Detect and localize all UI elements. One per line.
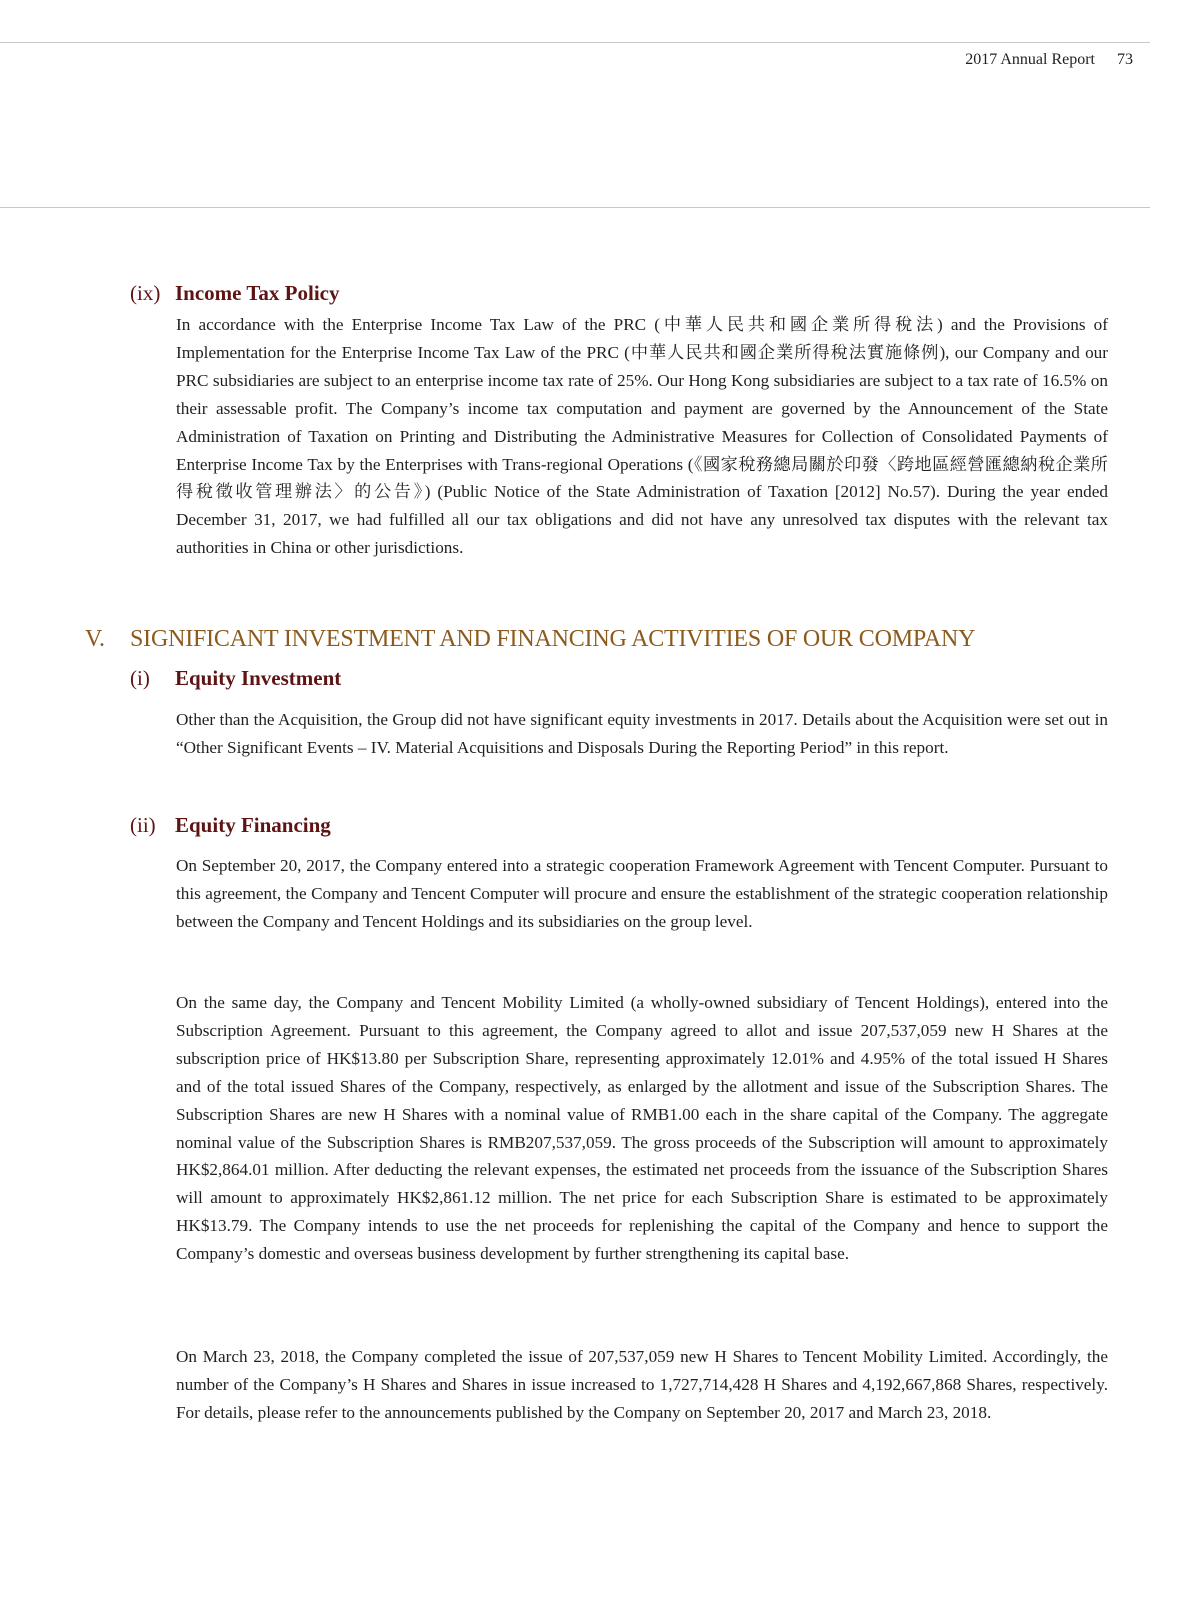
section-title: SIGNIFICANT INVESTMENT AND FINANCING ACTIVITIES OF OUR COMPANY [130, 626, 976, 652]
equity-financing-paragraph-1: On September 20, 2017, the Company entered into a strategic cooperation Framework Agreement with Tencent Computer. Pursuant to this agreement, the Company and Tencent Computer will procure and ensure the establishment of the strategic cooperation relationship between the Company and Tencent Holdings and its subsidiaries on the group level. [176, 856, 1108, 931]
report-title: 2017 Annual Report [965, 51, 1095, 68]
subheading-equity-financing [130, 813, 331, 838]
equity-financing-paragraph-2: On the same day, the Company and Tencent Mobility Limited (a wholly-owned subsidiary of Tencent Holdings), entered into the Subscription Agreement. Pursuant to this agreement, the Company agreed to allot and issue 207,537,059 new H Shares at the subscription price of HK$13.80 per Subscription Share, representing approximately 12.01% and 4.95% of the total issued H Shares and of the total issued Shares of the Company, respectively, as enlarged by the allotment and issue of the Subscription Shares. The Subscription Shares are new H Shares with a nominal value of RMB1.00 each in the share capital of the Company. The aggregate nominal value of the Subscription Shares is RMB207,537,059. The gross proceeds of the Subscription will amount to approximately HK$2,864.01 million. After deducting the relevant expenses, the estimated net proceeds from the issuance of the Subscription Shares will amount to approximately HK$2,861.12 million. The net price for each Subscription Share is estimated to be approximately HK$13.79. The Company intends to use the net proceeds for replenishing the capital of the Company and hence to support the Company’s domestic and overseas business development by further strengthening its capital base. [176, 993, 1108, 1264]
top-rule [0, 42, 1150, 43]
subheading-number: (ix) [130, 281, 161, 305]
header-bottom-rule [0, 207, 1150, 208]
section-number: V. [85, 626, 105, 652]
subheading-title: Equity Financing [175, 813, 331, 837]
subheading-title: Income Tax Policy [175, 281, 340, 305]
subheading-number: (i) [130, 666, 150, 690]
equity-investment-paragraph: Other than the Acquisition, the Group did not have significant equity investments in 2017. Details about the Acquisition were set out in “Other Significant Events – IV. Material Acquisitions and Disposals During the Reporting Period” in this report. [176, 710, 1108, 757]
income-tax-paragraph: In accordance with the Enterprise Income Tax Law of the PRC (中華人民共和國企業所得稅法) and the Provisions of Implementation for the Enterprise Income Tax Law of the PRC (中華人民共和國企業所得稅法實施條例), our Company and our PRC subsidiaries are subject to an enterprise income tax rate of 25%. Our Hong Kong subsidiaries are subject to a tax rate of 16.5% on their assessable profit. The Company’s income tax computation and payment are governed by the Announcement of the State Administration of Taxation on Printing and Distributing the Administrative Measures for Collection of Consolidated Payments of Enterprise Income Tax by the Enterprises with Trans-regional Operations (《國家稅務總局關於印發〈跨地區經營匯總納稅企業所得稅徵收管理辦法〉的公告》) (Public Notice of the State Administration of Taxation [2012] No.57). During the year ended December 31, 2017, we had fulfilled all our tax obligations and did not have any unresolved tax disputes with the relevant tax authorities in China or other jurisdictions. [176, 315, 1108, 558]
subheading-number: (ii) [130, 813, 156, 837]
equity-financing-paragraph-3: On March 23, 2018, the Company completed the issue of 207,537,059 new H Shares to Tencent Mobility Limited. Accordingly, the number of the Company’s H Shares and Shares in issue increased to 1,727,714,428 H Shares and 4,192,667,868 Shares, respectively. For details, please refer to the announcements published by the Company on September 20, 2017 and March 23, 2018. [176, 1347, 1108, 1422]
subheading-equity-investment [130, 666, 341, 691]
section-heading [85, 626, 975, 653]
subheading-income-tax-policy [130, 281, 340, 306]
subheading-title: Equity Investment [175, 666, 342, 690]
page-number: 73 [1117, 51, 1133, 68]
running-header [965, 51, 1133, 69]
